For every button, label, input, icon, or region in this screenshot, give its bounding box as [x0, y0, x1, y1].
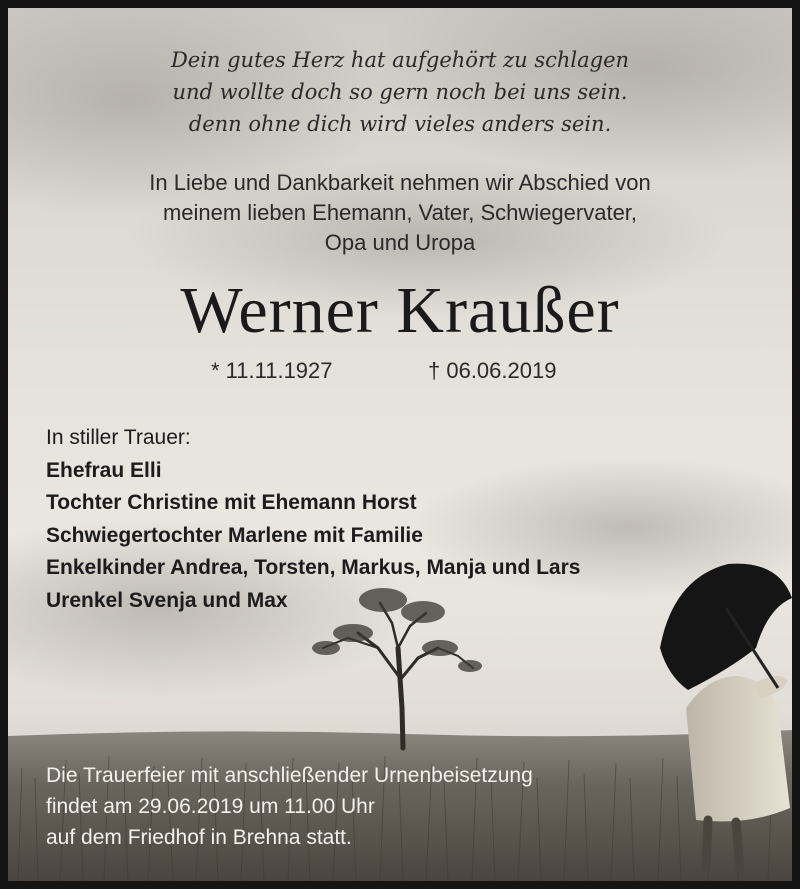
- service-line: Die Trauerfeier mit anschließender Urnenbeisetzung: [46, 764, 533, 787]
- intro-line: Opa und Uropa: [324, 230, 476, 255]
- mourner-entry: Urenkel Svenja und Max: [46, 588, 288, 612]
- death-date: † 06.06.2019: [428, 358, 557, 383]
- intro-line: In Liebe und Dankbarkeit nehmen wir Abschied von: [149, 170, 651, 195]
- service-line: findet am 29.06.2019 um 11.00 Uhr: [46, 795, 375, 818]
- birth-date: * 11.11.1927: [211, 358, 333, 383]
- coat: [686, 676, 790, 822]
- poem-line: denn ohne dich wird vieles anders sein.: [188, 112, 612, 136]
- intro-line: meinem lieben Ehemann, Vater, Schwiegervater,: [162, 200, 638, 225]
- mourner-entry: Enkelkinder Andrea, Torsten, Markus, Manja und Lars: [46, 556, 581, 579]
- funeral-service-info: [46, 760, 533, 853]
- farewell-intro: [8, 168, 792, 258]
- poem-line: Dein gutes Herz hat aufgehört zu schlagen: [170, 48, 630, 72]
- mourners-list: [46, 422, 580, 617]
- service-line: auf dem Friedhof in Brehna statt.: [46, 826, 352, 849]
- deceased-name: Werner Kraußer: [180, 274, 620, 347]
- mourner-entry: Schwiegertochter Marlene mit Familie: [46, 523, 423, 547]
- mourners-label: In stiller Trauer:: [46, 426, 191, 449]
- mourner-entry: Tochter Christine mit Ehemann Horst: [46, 491, 417, 514]
- poem-line: und wollte doch so gern noch bei uns sein.: [172, 80, 628, 104]
- poem: [8, 44, 792, 140]
- mourner-entry: Ehefrau Elli: [46, 458, 162, 482]
